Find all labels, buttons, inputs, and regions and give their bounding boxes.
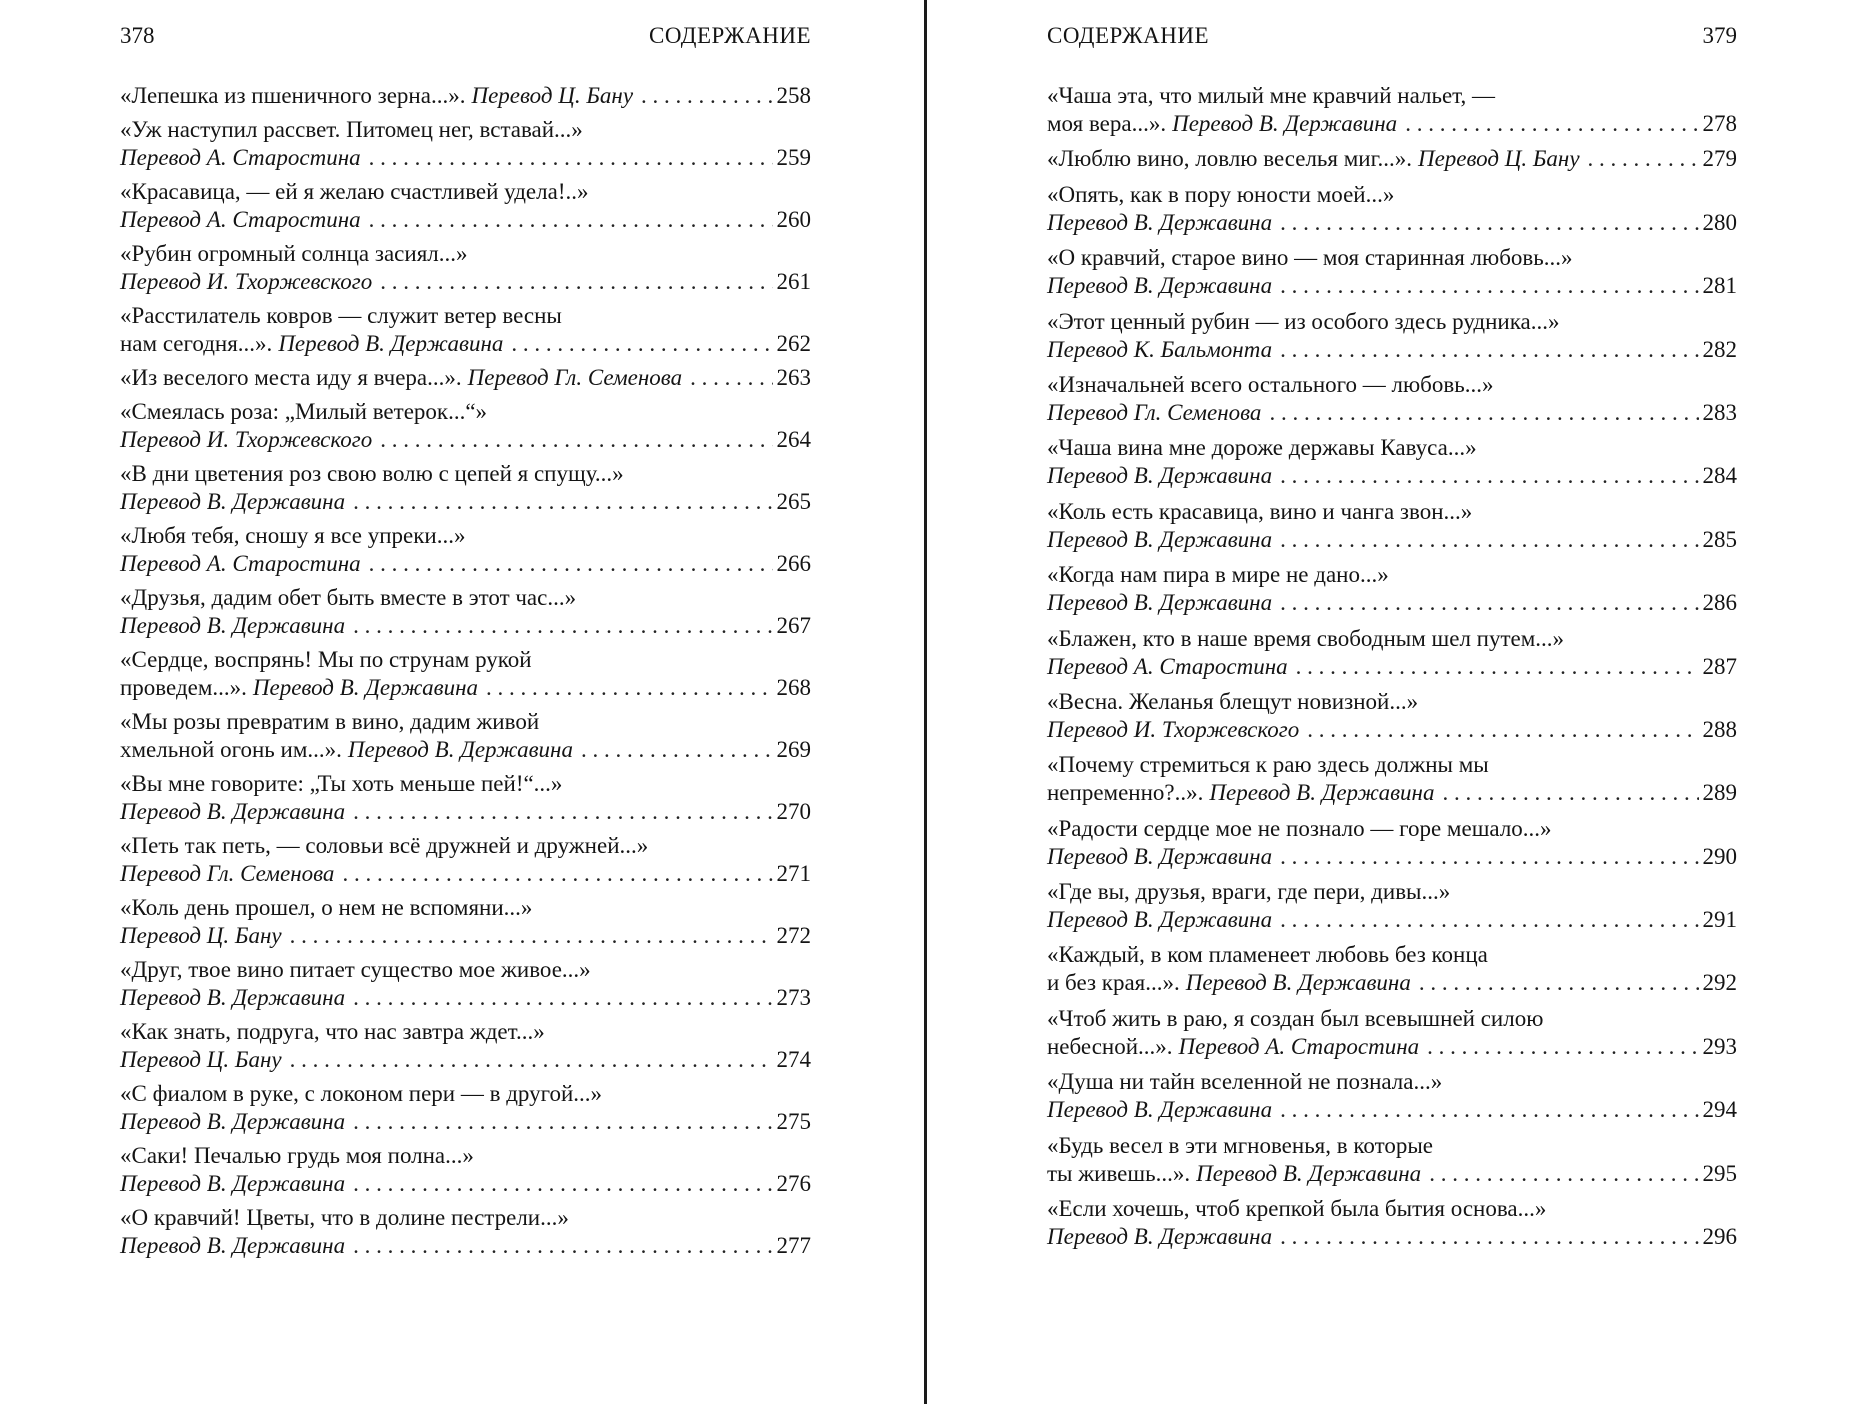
page-ref: 290 xyxy=(1702,843,1737,869)
toc-line xyxy=(1047,498,1737,526)
toc-line xyxy=(1047,561,1737,589)
toc-line xyxy=(1047,751,1737,779)
toc-line xyxy=(120,832,811,860)
poem-first-line: «Петь так петь, — соловьи всё дружней и дружней...» xyxy=(120,833,649,858)
translator-credit: Перевод В. Державина xyxy=(1047,1097,1273,1123)
toc-line xyxy=(1047,209,1737,237)
dot-leader xyxy=(1296,653,1699,681)
toc-line xyxy=(120,144,811,172)
toc-line xyxy=(120,460,811,488)
toc-entry xyxy=(1047,244,1737,300)
page-ref: 280 xyxy=(1702,209,1737,235)
toc-line xyxy=(120,426,811,454)
poem-first-line: «Вы мне говорите: „Ты хоть меньше пей!“...» xyxy=(120,771,563,796)
toc-line xyxy=(1047,906,1737,934)
translator-credit: Перевод К. Бальмонта xyxy=(1047,336,1273,362)
page-ref: 271 xyxy=(776,861,811,886)
toc-line xyxy=(120,82,811,110)
toc-line xyxy=(120,522,811,550)
toc-line xyxy=(120,1170,811,1198)
toc-entry xyxy=(120,832,811,888)
poem-first-line: «С фиалом в руке, с локоном пери — в другой...» xyxy=(120,1081,603,1106)
dot-leader xyxy=(1419,969,1699,997)
translator-credit: Перевод И. Тхоржевского xyxy=(1047,716,1300,742)
right-page xyxy=(1047,0,1737,1404)
toc-entry xyxy=(120,770,811,826)
dot-leader xyxy=(353,1108,772,1136)
toc-entry xyxy=(1047,145,1737,173)
toc-line xyxy=(1047,1195,1737,1223)
toc-entry xyxy=(120,1204,811,1260)
poem-first-line: «Каждый, в ком пламенеет любовь без конца xyxy=(1047,942,1488,968)
page-ref: 286 xyxy=(1702,590,1737,616)
toc-line xyxy=(1047,462,1737,490)
page-ref: 287 xyxy=(1702,653,1737,679)
poem-first-line: «Коль есть красавица, вино и чанга звон...» xyxy=(1047,498,1473,524)
toc-line xyxy=(120,1046,811,1074)
toc-line xyxy=(120,708,811,736)
toc-line xyxy=(120,550,811,578)
translator-credit: Перевод А. Старостина xyxy=(120,145,361,170)
toc-line xyxy=(120,860,811,888)
toc-line xyxy=(1047,716,1737,744)
toc-line xyxy=(1047,145,1737,173)
translator-credit: Перевод А. Старостина xyxy=(1047,653,1288,679)
poem-first-line: «Чаша вина мне дороже державы Кавуса...» xyxy=(1047,435,1477,461)
poem-first-line: «Из веселого места иду я вчера...». xyxy=(120,365,462,390)
toc-line xyxy=(1047,941,1737,969)
toc-line xyxy=(1047,1033,1737,1061)
poem-first-line: «О кравчий! Цветы, что в долине пестрели...» xyxy=(120,1205,569,1230)
translator-credit: Перевод В. Державина xyxy=(120,1233,346,1258)
translator-credit: Перевод В. Державина xyxy=(1185,970,1411,996)
dot-leader xyxy=(1405,110,1698,138)
page-ref: 261 xyxy=(776,269,811,294)
page-ref: 296 xyxy=(1702,1224,1737,1250)
poem-first-line: «Друзья, дадим обет быть вместе в этот час...» xyxy=(120,585,577,610)
dot-leader xyxy=(380,426,772,454)
page-ref: 293 xyxy=(1702,1033,1737,1059)
left-page-header xyxy=(120,19,811,53)
translator-credit: Перевод В. Державина xyxy=(278,331,504,356)
poem-first-line: «Друг, твое вино питает существо мое живое...» xyxy=(120,957,591,982)
poem-first-line: «Где вы, друзья, враги, где пери, дивы...» xyxy=(1047,879,1451,905)
toc-line xyxy=(120,1232,811,1260)
poem-first-line: «Любя тебя, сношу я все упреки...» xyxy=(120,523,466,548)
page-number: 378 xyxy=(120,23,155,48)
poem-first-line: «Расстилатель ковров — служит ветер весны xyxy=(120,303,562,328)
translator-credit: Перевод А. Старостина xyxy=(1178,1033,1420,1059)
poem-first-line: «Уж наступил рассвет. Питомец нег, вставай...» xyxy=(120,117,583,142)
page-ref: 267 xyxy=(776,613,811,638)
dot-leader xyxy=(342,860,772,888)
page-ref: 278 xyxy=(1702,111,1737,136)
dot-leader xyxy=(690,364,772,392)
dot-leader xyxy=(380,268,772,296)
dot-leader xyxy=(353,1232,772,1260)
page-ref: 289 xyxy=(1702,780,1737,806)
toc-line xyxy=(120,302,811,330)
toc-entry xyxy=(120,116,811,172)
poem-first-line-continued: ты живешь...». xyxy=(1047,1160,1191,1186)
toc-line xyxy=(1047,181,1737,209)
toc-line xyxy=(1047,336,1737,364)
translator-credit: Перевод В. Державина xyxy=(1047,463,1273,489)
toc-line xyxy=(120,364,811,392)
poem-first-line: «Радости сердце мое не познало — горе мешало...» xyxy=(1047,815,1552,841)
toc-entry xyxy=(1047,181,1737,237)
poem-first-line-continued: хмельной огонь им...». xyxy=(120,737,342,762)
toc-entry xyxy=(1047,941,1737,997)
translator-credit: Перевод В. Державина xyxy=(1196,1160,1422,1186)
translator-credit: Перевод Гл. Семенова xyxy=(120,861,335,886)
right-page-header xyxy=(1047,19,1737,53)
toc-line xyxy=(120,1142,811,1170)
toc-line xyxy=(120,922,811,950)
translator-credit: Перевод В. Державина xyxy=(120,1109,346,1134)
page-ref: 284 xyxy=(1702,463,1737,489)
toc-entry xyxy=(1047,371,1737,427)
dot-leader xyxy=(1280,843,1698,871)
toc-entry xyxy=(120,522,811,578)
dot-leader xyxy=(353,488,772,516)
dot-leader xyxy=(641,82,772,110)
toc-line xyxy=(1047,589,1737,617)
toc-entry xyxy=(120,82,811,110)
page-ref: 265 xyxy=(776,489,811,514)
poem-first-line-continued: нам сегодня...». xyxy=(120,331,273,356)
toc-line xyxy=(1047,110,1737,138)
page-ref: 273 xyxy=(776,985,811,1010)
table-of-contents xyxy=(120,82,811,1266)
toc-line xyxy=(1047,878,1737,906)
page-ref: 274 xyxy=(776,1047,811,1072)
translator-credit: Перевод А. Старостина xyxy=(120,207,361,232)
page-ref: 288 xyxy=(1702,716,1737,742)
poem-first-line: «Сердце, воспрянь! Мы по струнам рукой xyxy=(120,647,532,672)
toc-entry xyxy=(120,302,811,358)
poem-first-line-continued: и без края...». xyxy=(1047,970,1180,996)
page-ref: 264 xyxy=(776,427,811,452)
page-ref: 291 xyxy=(1702,907,1737,933)
toc-line xyxy=(120,330,811,358)
toc-entry xyxy=(120,1142,811,1198)
toc-line xyxy=(120,674,811,702)
dot-leader xyxy=(1442,779,1698,807)
toc-line xyxy=(120,984,811,1012)
toc-entry xyxy=(1047,498,1737,554)
translator-credit: Перевод В. Державина xyxy=(1209,780,1435,806)
toc-entry xyxy=(1047,82,1737,138)
translator-credit: Перевод Ц. Бану xyxy=(120,923,282,948)
poem-first-line-continued: небесной...». xyxy=(1047,1033,1173,1059)
toc-entry xyxy=(1047,625,1737,681)
poem-first-line: «Если хочешь, чтоб крепкой была бытия основа...» xyxy=(1047,1196,1547,1222)
toc-entry xyxy=(1047,308,1737,364)
translator-credit: Перевод Ц. Бану xyxy=(120,1047,282,1072)
dot-leader xyxy=(1427,1033,1698,1061)
page-gutter-divider xyxy=(924,0,927,1404)
toc-line xyxy=(120,612,811,640)
page-ref: 262 xyxy=(776,331,811,356)
toc-line xyxy=(1047,272,1737,300)
translator-credit: Перевод Ц. Бану xyxy=(1417,146,1580,172)
poem-first-line-continued: непременно?..». xyxy=(1047,780,1204,806)
dot-leader xyxy=(1280,906,1698,934)
dot-leader xyxy=(290,922,773,950)
poem-first-line: «Люблю вино, ловлю веселья миг...». xyxy=(1047,146,1412,172)
page-ref: 292 xyxy=(1702,970,1737,996)
toc-line xyxy=(1047,1132,1737,1160)
poem-first-line: «Чаша эта, что милый мне кравчий нальет, — xyxy=(1047,83,1495,108)
dot-leader xyxy=(1307,716,1698,744)
poem-first-line: «Коль день прошел, о нем не вспомяни...» xyxy=(120,895,533,920)
toc-line xyxy=(120,894,811,922)
page-ref: 282 xyxy=(1702,336,1737,362)
dot-leader xyxy=(1280,272,1698,300)
dot-leader xyxy=(1269,399,1698,427)
toc-entry xyxy=(120,584,811,640)
dot-leader xyxy=(353,798,772,826)
dot-leader xyxy=(1280,1223,1698,1251)
poem-first-line: «О кравчий, старое вино — моя старинная любовь...» xyxy=(1047,245,1573,271)
translator-credit: Перевод В. Державина xyxy=(347,737,573,762)
translator-credit: Перевод Ц. Бану xyxy=(471,83,634,108)
toc-entry xyxy=(1047,878,1737,934)
dot-leader xyxy=(1280,336,1698,364)
toc-line xyxy=(1047,688,1737,716)
toc-line xyxy=(120,798,811,826)
page-ref: 295 xyxy=(1702,1160,1737,1186)
page-ref: 259 xyxy=(776,145,811,170)
page-ref: 281 xyxy=(1702,273,1737,299)
toc-line xyxy=(120,178,811,206)
toc-line xyxy=(120,1204,811,1232)
toc-entry xyxy=(120,894,811,950)
left-page xyxy=(120,0,811,1404)
toc-line xyxy=(120,398,811,426)
running-title: СОДЕРЖАНИЕ xyxy=(648,23,811,48)
page-ref: 277 xyxy=(776,1233,811,1258)
poem-first-line: «Почему стремиться к раю здесь должны мы xyxy=(1047,752,1489,778)
toc-line xyxy=(1047,815,1737,843)
toc-line xyxy=(120,956,811,984)
poem-first-line: «Смеялась роза: „Милый ветерок...“» xyxy=(120,399,488,424)
dot-leader xyxy=(353,1170,772,1198)
translator-credit: Перевод В. Державина xyxy=(1047,907,1273,933)
poem-first-line: «Будь весел в эти мгновенья, в которые xyxy=(1047,1132,1433,1158)
dot-leader xyxy=(353,612,772,640)
toc-entry xyxy=(1047,1005,1737,1061)
poem-first-line: «Рубин огромный солнца засиял...» xyxy=(120,241,468,266)
dot-leader xyxy=(369,550,773,578)
toc-line xyxy=(120,1080,811,1108)
translator-credit: Перевод А. Старостина xyxy=(120,551,361,576)
translator-credit: Перевод В. Державина xyxy=(120,985,346,1010)
toc-line xyxy=(1047,1005,1737,1033)
page-ref: 263 xyxy=(776,365,811,390)
page-ref: 276 xyxy=(776,1171,811,1196)
dot-leader xyxy=(1588,145,1699,173)
toc-entry xyxy=(1047,434,1737,490)
page-ref: 268 xyxy=(776,675,811,700)
toc-line xyxy=(1047,843,1737,871)
translator-credit: Перевод В. Державина xyxy=(120,799,346,824)
toc-entry xyxy=(120,1018,811,1074)
toc-line xyxy=(120,770,811,798)
dot-leader xyxy=(353,984,772,1012)
toc-line xyxy=(1047,779,1737,807)
toc-line xyxy=(1047,399,1737,427)
page-ref: 283 xyxy=(1702,399,1737,425)
dot-leader xyxy=(486,674,773,702)
poem-first-line: «Красавица, — ей я желаю счастливей удела!..» xyxy=(120,179,589,204)
toc-entry xyxy=(1047,751,1737,807)
poem-first-line: «Блажен, кто в наше время свободным шел путем...» xyxy=(1047,625,1565,651)
translator-credit: Перевод В. Державина xyxy=(252,675,478,700)
toc-line xyxy=(1047,1160,1737,1188)
poem-first-line: «Душа ни тайн вселенной не познала...» xyxy=(1047,1069,1443,1095)
toc-entry xyxy=(1047,561,1737,617)
poem-first-line-continued: проведем...». xyxy=(120,675,247,700)
page-ref: 270 xyxy=(776,799,811,824)
page-ref: 258 xyxy=(776,83,811,108)
toc-line xyxy=(1047,82,1737,110)
translator-credit: Перевод В. Державина xyxy=(1172,111,1398,136)
translator-credit: Перевод В. Державина xyxy=(1047,590,1273,616)
toc-entry xyxy=(1047,1195,1737,1251)
toc-line xyxy=(120,268,811,296)
poem-first-line: «Как знать, подруга, что нас завтра ждет...» xyxy=(120,1019,545,1044)
toc-line xyxy=(120,1108,811,1136)
translator-credit: Перевод В. Державина xyxy=(120,489,346,514)
toc-line xyxy=(120,488,811,516)
toc-line xyxy=(1047,1068,1737,1096)
toc-line xyxy=(1047,526,1737,554)
poem-first-line: «Изначальней всего остального — любовь...» xyxy=(1047,371,1494,397)
page-number: 379 xyxy=(1702,23,1737,48)
table-of-contents xyxy=(1047,82,1737,1258)
translator-credit: Перевод Гл. Семенова xyxy=(467,365,683,390)
toc-entry xyxy=(120,956,811,1012)
toc-line xyxy=(120,646,811,674)
toc-entry xyxy=(120,646,811,702)
poem-first-line: «Весна. Желанья блещут новизной...» xyxy=(1047,688,1419,714)
page-ref: 275 xyxy=(776,1109,811,1134)
dot-leader xyxy=(1429,1160,1698,1188)
dot-leader xyxy=(1280,526,1698,554)
toc-line xyxy=(120,584,811,612)
toc-line xyxy=(120,1018,811,1046)
dot-leader xyxy=(369,144,773,172)
toc-line xyxy=(1047,371,1737,399)
toc-line xyxy=(1047,969,1737,997)
page-ref: 260 xyxy=(776,207,811,232)
translator-credit: Перевод В. Державина xyxy=(120,1171,346,1196)
toc-line xyxy=(120,736,811,764)
toc-line xyxy=(1047,434,1737,462)
toc-entry xyxy=(1047,815,1737,871)
toc-entry xyxy=(1047,1132,1737,1188)
poem-first-line: «Мы розы превратим в вино, дадим живой xyxy=(120,709,540,734)
toc-line xyxy=(1047,244,1737,272)
translator-credit: Перевод В. Державина xyxy=(1047,526,1273,552)
translator-credit: Перевод В. Державина xyxy=(1047,1224,1273,1250)
toc-line xyxy=(1047,653,1737,681)
toc-line xyxy=(1047,1223,1737,1251)
toc-entry xyxy=(120,708,811,764)
dot-leader xyxy=(1280,462,1698,490)
running-title: СОДЕРЖАНИЕ xyxy=(1047,23,1210,48)
dot-leader xyxy=(1280,1096,1698,1124)
poem-first-line: «Этот ценный рубин — из особого здесь рудника...» xyxy=(1047,308,1560,334)
page-ref: 294 xyxy=(1702,1097,1737,1123)
page-ref: 285 xyxy=(1702,526,1737,552)
poem-first-line: «Когда нам пира в мире не дано...» xyxy=(1047,562,1389,588)
poem-first-line: «В дни цветения роз свою волю с цепей я спущу...» xyxy=(120,461,624,486)
toc-line xyxy=(120,116,811,144)
translator-credit: Перевод И. Тхоржевского xyxy=(120,269,373,294)
translator-credit: Перевод В. Державина xyxy=(1047,843,1273,869)
toc-entry xyxy=(1047,688,1737,744)
dot-leader xyxy=(369,206,773,234)
translator-credit: Перевод В. Державина xyxy=(1047,209,1273,235)
page-ref: 269 xyxy=(776,737,811,762)
toc-line xyxy=(120,206,811,234)
toc-line xyxy=(1047,308,1737,336)
dot-leader xyxy=(290,1046,773,1074)
translator-credit: Перевод Гл. Семенова xyxy=(1047,399,1262,425)
toc-line xyxy=(1047,625,1737,653)
toc-entry xyxy=(120,1080,811,1136)
poem-first-line: «Опять, как в пору юности моей...» xyxy=(1047,181,1395,207)
translator-credit: Перевод И. Тхоржевского xyxy=(120,427,373,452)
dot-leader xyxy=(511,330,772,358)
toc-entry xyxy=(120,364,811,392)
dot-leader xyxy=(1280,589,1698,617)
toc-entry xyxy=(120,460,811,516)
toc-entry xyxy=(120,398,811,454)
toc-line xyxy=(120,240,811,268)
toc-entry xyxy=(120,178,811,234)
page-ref: 272 xyxy=(776,923,811,948)
poem-first-line: «Саки! Печалью грудь моя полна...» xyxy=(120,1143,474,1168)
dot-leader xyxy=(1280,209,1698,237)
page-ref: 266 xyxy=(776,551,811,576)
toc-entry xyxy=(1047,1068,1737,1124)
toc-line xyxy=(1047,1096,1737,1124)
translator-credit: Перевод В. Державина xyxy=(1047,273,1273,299)
poem-first-line: «Чтоб жить в раю, я создан был всевышней силою xyxy=(1047,1005,1544,1031)
translator-credit: Перевод В. Державина xyxy=(120,613,346,638)
page-ref: 279 xyxy=(1702,146,1737,172)
toc-entry xyxy=(120,240,811,296)
poem-first-line: «Лепешка из пшеничного зерна...». xyxy=(120,83,466,108)
poem-first-line-continued: моя вера...». xyxy=(1047,111,1167,136)
dot-leader xyxy=(581,736,773,764)
